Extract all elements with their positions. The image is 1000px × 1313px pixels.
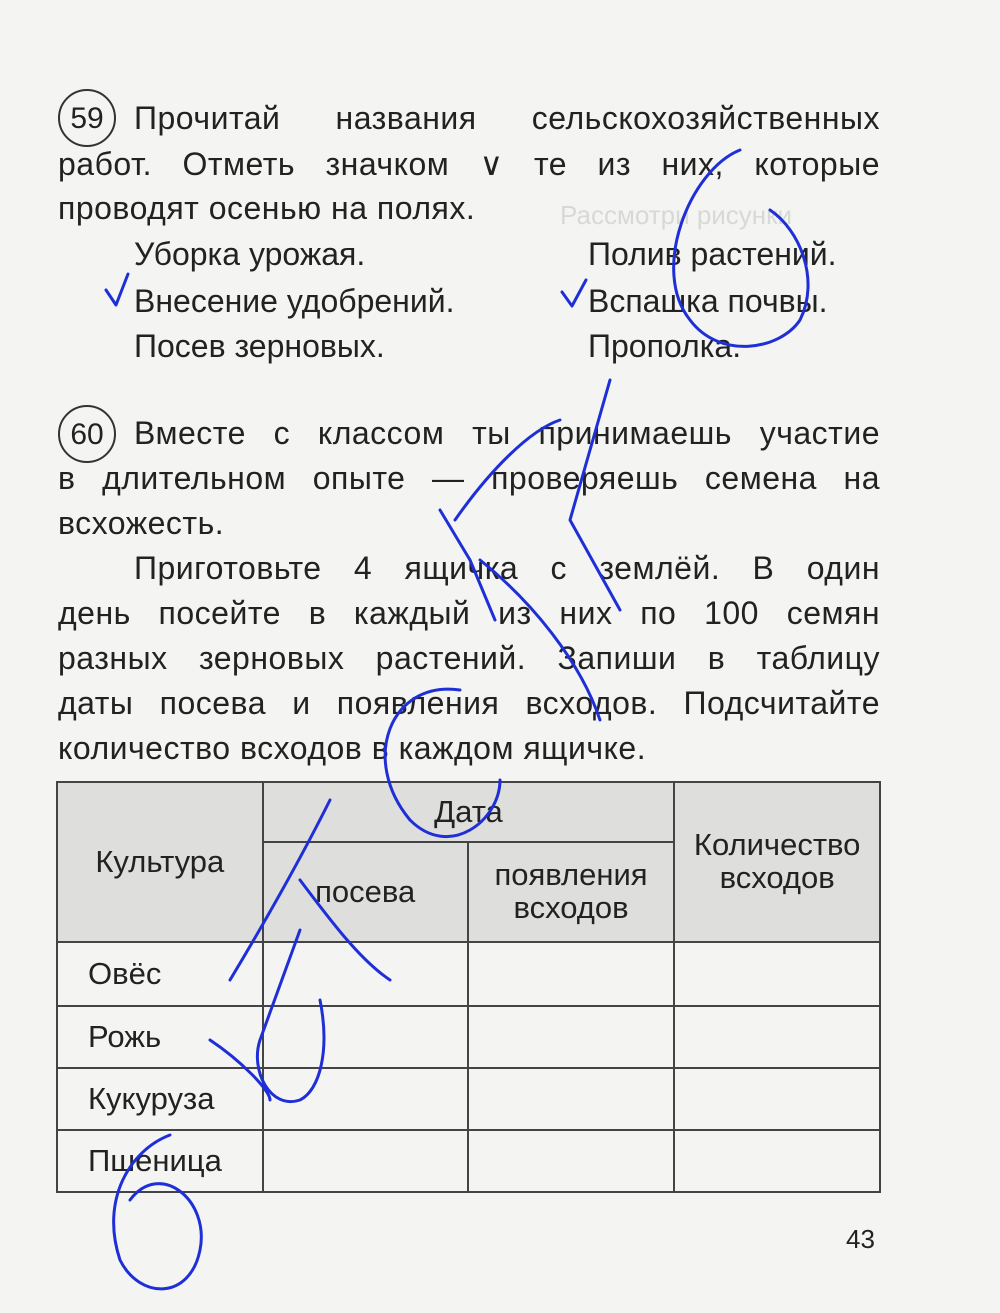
option-fertilizing: Внесение удобрений. <box>134 283 455 319</box>
cell-oats-sowing[interactable] <box>263 942 468 1006</box>
bleed-through: Рассмотри рисунки <box>560 200 793 230</box>
header-sowing-label: посева <box>315 873 416 909</box>
table-row <box>57 942 880 1006</box>
ex59-line-3: проводят осенью на полях. <box>58 190 476 226</box>
ex60-line-4: Приготовьте 4 ящичка с землёй. В один <box>134 550 880 586</box>
header-sprouting-line-2: всходов <box>513 890 629 925</box>
ex60-line-7: даты посева и появления всходов. Подсчитайте <box>58 685 880 721</box>
header-sprouting-line-1: появления <box>494 857 648 893</box>
ex59-line-1: Прочитай названия сельскохозяйственных <box>134 100 880 136</box>
table-row <box>57 1068 880 1130</box>
option-weeding: Прополка. <box>588 328 742 364</box>
row-label-oats: Овёс <box>57 942 263 1006</box>
checkmark-plowing <box>562 280 586 306</box>
cell-rye-sprouting[interactable] <box>468 1006 675 1068</box>
header-culture <box>57 782 263 942</box>
cell-wheat-sowing[interactable] <box>263 1130 468 1192</box>
cell-corn-count[interactable] <box>674 1068 880 1130</box>
ex60-line-8: количество всходов в каждом ящичке. <box>58 730 647 766</box>
exercise-59-number: 59 <box>58 89 116 147</box>
cell-oats-count[interactable] <box>674 942 880 1006</box>
checkmark-fertilizing <box>106 274 128 305</box>
cell-oats-sprouting[interactable] <box>468 942 675 1006</box>
header-count-line-2: всходов <box>719 860 835 895</box>
option-harvest: Уборка урожая. <box>134 236 366 272</box>
cell-corn-sprouting[interactable] <box>468 1068 675 1130</box>
header-count-line-1: Количество <box>693 827 861 863</box>
header-date-label: Дата <box>434 793 503 829</box>
header-sowing <box>263 842 468 942</box>
option-plowing: Вспашка почвы. <box>588 283 828 319</box>
page-number: 43 <box>846 1224 875 1254</box>
row-label-corn: Кукуруза <box>57 1068 263 1130</box>
ex60-line-6: разных зерновых растений. Запиши в таблицу <box>58 640 880 676</box>
cell-rye-count[interactable] <box>674 1006 880 1068</box>
header-count <box>674 782 880 942</box>
row-label-rye: Рожь <box>57 1006 263 1068</box>
ex59-line-2: работ. Отметь значком ∨ те из них, которые <box>58 146 880 182</box>
header-culture-label: Культура <box>95 843 225 879</box>
cell-wheat-sprouting[interactable] <box>468 1130 675 1192</box>
header-sprouting <box>468 842 675 942</box>
cell-corn-sowing[interactable] <box>263 1068 468 1130</box>
option-watering: Полив растений. <box>588 236 837 272</box>
ex60-line-2: в длительном опыте — проверяешь семена на <box>58 460 880 496</box>
table-row <box>57 1130 880 1192</box>
ex60-line-3: всхожесть. <box>58 505 225 541</box>
sprouting-table <box>56 781 881 1193</box>
table-row <box>57 1006 880 1068</box>
option-sowing-grain: Посев зерновых. <box>134 328 385 364</box>
cell-rye-sowing[interactable] <box>263 1006 468 1068</box>
cell-wheat-count[interactable] <box>674 1130 880 1192</box>
row-label-wheat: Пшеница <box>57 1130 263 1192</box>
ex60-line-5: день посейте в каждый из них по 100 семян <box>58 595 880 631</box>
exercise-60-number: 60 <box>58 405 116 463</box>
header-date <box>263 782 675 842</box>
ex60-line-1: Вместе с классом ты принимаешь участие <box>134 415 880 451</box>
